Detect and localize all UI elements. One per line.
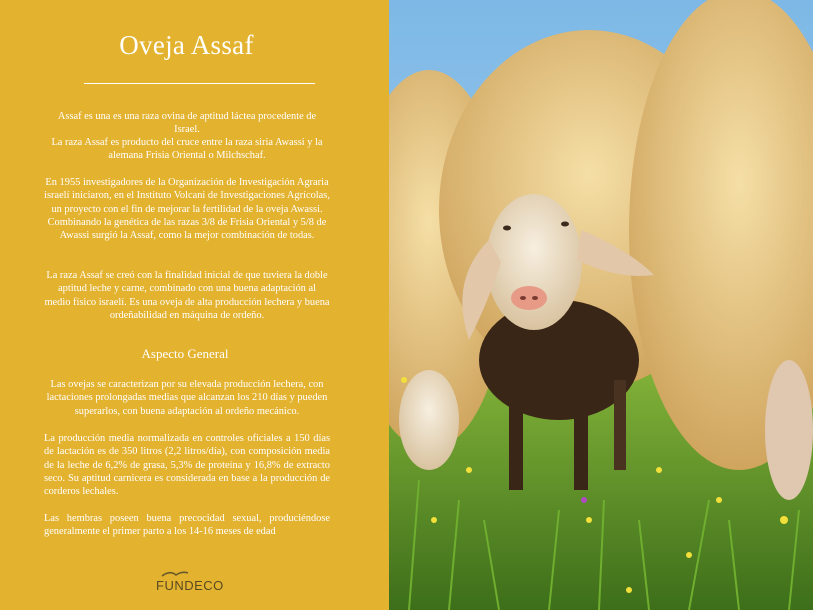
text-panel [0,0,389,610]
logo-text: FUNDECO [156,578,224,593]
sheep-photo [389,0,813,610]
production-paragraph: Las ovejas se caracterizan por su elevada producción lechera, con lactaciones prolongadas medias que alcanzan los 210 días y pueden superarlos, con buena adaptación al ordeño mecánico. [46,379,328,417]
title-divider [84,83,315,84]
fundeco-logo [150,568,240,596]
origin-paragraph: La raza Assaf es producto del cruce entre la raza siria Awassi y la alemana Frisia Oriental o Milchschaf. [51,137,323,162]
section-heading: Aspecto General [141,346,229,361]
history-paragraph: En 1955 investigadores de la Organización de Investigación Agraria israelí iniciaron, en el Instituto Volcani de Investigaciones Agrícolas, un proyecto con el fin de mejorar la fertilidad de la oveja Awassi. Combinando la genética de las razas 3/8 de Frisia Oriental y 5/8 de Awassi surgió la Assaf, como la mejor combinación de todas. [44,177,330,242]
purpose-paragraph: La raza Assaf se creó con la finalidad inicial de que tuviera la doble aptitud leche y carne, combinado con una buena adaptación al medio físico israelí. Es una oveja de alta producción lechera y buena ordeñabilidad en máquina de ordeño. [44,270,330,321]
page-title: Oveja Assaf [119,30,254,60]
intro-paragraph: Assaf es una es una raza ovina de aptitud láctea procedente de Israel. [57,111,317,136]
reproduction-paragraph: Las hembras poseen buena precocidad sexual, produciéndose generalmente el primer parto a los 14-16 meses de edad [44,513,330,538]
milk-paragraph: La producción media normalizada en controles oficiales a 150 días de lactación es de 350 litros (2,2 litros/día), con composición media de la leche de 6,2% de grasa, 5,3% de proteína y 16,8% de extracto seco. Su aptitud carnicera es considerada en base a la producción de corderos lechales. [44,433,330,498]
